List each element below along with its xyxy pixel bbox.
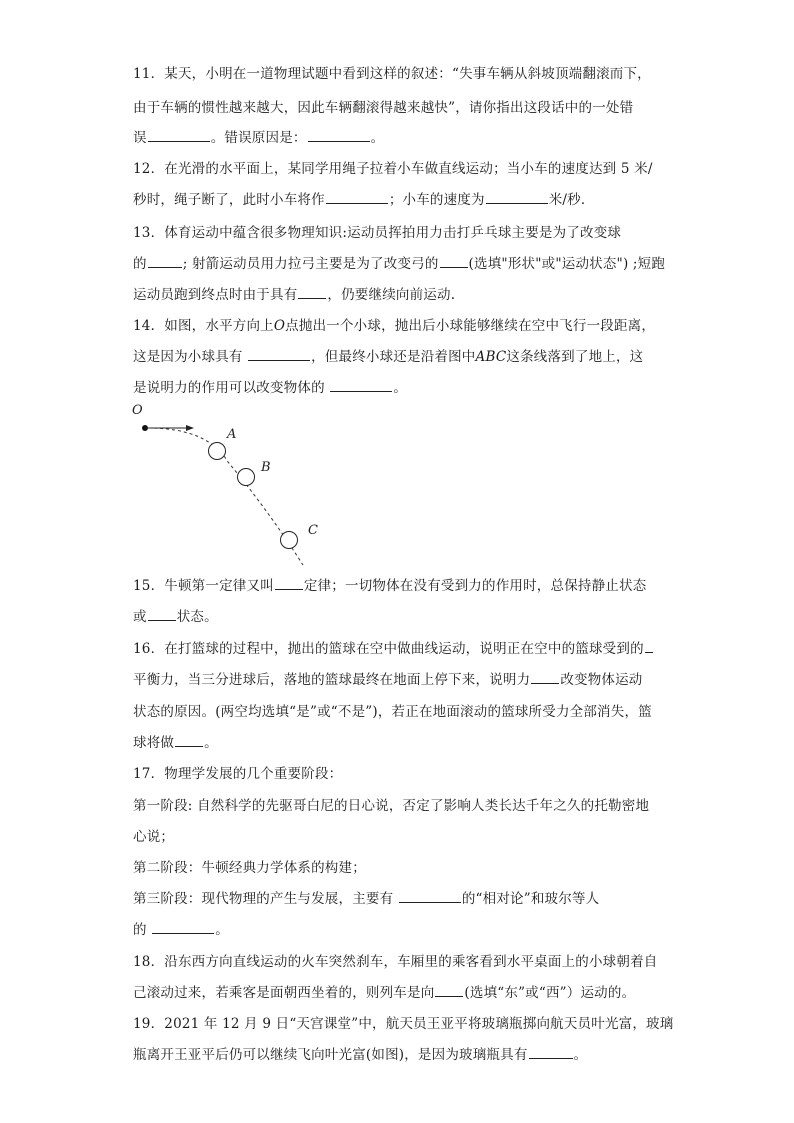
q14-blank-1[interactable] [248, 346, 310, 361]
q14-line1 [133, 314, 655, 338]
label-b: B [261, 460, 271, 475]
ball-a [209, 443, 226, 460]
q15-blank-2[interactable] [148, 606, 176, 621]
q18-line1: 18．沿东西方向直线运动的火车突然刹车，车厢里的乘客看到水平桌面上的小球朝着自 [133, 954, 658, 970]
label-c: C [308, 523, 318, 538]
q15-text: 状态。 [176, 609, 218, 625]
q11-line3 [133, 126, 384, 150]
q19-line1: 19．2021 年 12 月 9 日“天宫课堂”中，航天员王亚平将玻璃瓶掷向航天员叶光富，玻璃 [133, 1016, 674, 1032]
q16-line4 [133, 731, 218, 755]
q16-blank-3[interactable] [175, 732, 203, 747]
q18-line2 [133, 981, 635, 1005]
ball-b [238, 469, 255, 486]
q14-line3 [133, 376, 407, 400]
q17-text: 的 [133, 922, 147, 938]
q11-blank-2[interactable] [308, 127, 370, 142]
q13-text: 的 [133, 256, 147, 272]
q19-text: 。 [573, 1047, 588, 1063]
q18-text: 己滚动过来，若乘客是面朝西坐着的，则列车是向 [133, 985, 435, 1001]
q14-text: ，但最终小球还是沿着图中 [311, 349, 476, 365]
q13-line1: 13．体育运动中蕴含很多物理知识:运动员挥拍用力击打乒乓球主要是为了改变球 [133, 225, 622, 241]
q13-text: (选填"形状"或"运动状态") ;短跑 [468, 256, 666, 272]
q17-text: 第三阶段：现代物理的产生与发展，主要有 [133, 891, 394, 907]
q13-text: ，仍要继续向前运动. [327, 287, 456, 303]
q12-text: 秒时，绳子断了，此时小车将作 [133, 192, 325, 208]
q11-blank-1[interactable] [148, 127, 210, 142]
q14-text: 这是因为小球具有 [133, 349, 243, 365]
q11-line1: 11．某天，小明在一道物理试题中看到这样的叙述：“失事车辆从斜坡顶端翻滚而下， [133, 66, 651, 82]
q19-text: 瓶离开王亚平后仍可以继续飞向叶光富(如图)，是因为玻璃瓶具有 [133, 1047, 528, 1063]
projectile-diagram [128, 400, 328, 570]
q17-text: 。 [215, 922, 229, 938]
q12-text: ；小车的速度为 [388, 192, 485, 208]
q13-line3 [133, 283, 455, 307]
arrowhead-icon [186, 425, 194, 431]
q14-text: 点抛出一个小球，抛出后小球能够继续在空中飞行一段距离， [285, 318, 656, 334]
q17-line5 [133, 887, 599, 911]
q16-line1 [133, 637, 654, 661]
q16-text: 球将做 [133, 735, 175, 751]
q16-line3: 状态的原因。(两空均选填“是”或“不是”)，若正在地面滚动的篮球所受力全部消失，篮 [133, 704, 652, 720]
q11-text: 。错误原因是： [210, 130, 307, 146]
q14-text: 这条线落到了地上，这 [506, 349, 644, 365]
q13-text: ; 射箭运动员用力拉弓主要是为了改变弓的 [182, 256, 439, 272]
q16-text: 平衡力，当三分进球后，落地的篮球最终在地面上停下来，说明力 [133, 672, 531, 688]
q11-text: 。 [370, 130, 385, 146]
q14-blank-2[interactable] [330, 377, 392, 392]
q16-blank-2[interactable] [531, 669, 559, 684]
q13-blank-1[interactable] [148, 253, 182, 268]
q16-text: 16．在打篮球的过程中，抛出的篮球在空中做曲线运动，说明正在空中的篮球受到的 [133, 641, 644, 657]
q12-blank-2[interactable] [486, 189, 548, 204]
q16-line2 [133, 668, 643, 692]
q13-line2 [133, 252, 665, 276]
q16-text: 改变物体运动 [560, 672, 643, 688]
q16-text: 。 [204, 735, 218, 751]
q15-line2 [133, 605, 218, 629]
q17-blank-1[interactable] [399, 888, 461, 903]
q17-line1: 17．物理学发展的几个重要阶段： [133, 766, 343, 782]
label-o: O [132, 403, 143, 418]
q17-blank-2[interactable] [152, 919, 214, 934]
q12-line2 [133, 188, 595, 212]
q14-text: 是说明力的作用可以改变物体的 [133, 380, 325, 396]
q15-blank-1[interactable] [275, 575, 303, 590]
q17-line4: 第二阶段：牛顿经典力学体系的构建； [133, 860, 366, 876]
q15-text: 或 [133, 609, 147, 625]
q15-text: 定律；一切物体在没有受到力的作用时，总保持静止状态 [303, 578, 647, 594]
q13-blank-3[interactable] [298, 284, 326, 299]
q19-line2 [133, 1043, 587, 1067]
q18-text: (选填“东”或“西”）运动的。 [464, 985, 636, 1001]
q14-text: 。 [393, 380, 408, 396]
q13-blank-2[interactable] [440, 253, 468, 268]
q14-path-abc: ABC [475, 349, 507, 365]
q17-line6 [133, 918, 229, 942]
q12-line1: 12．在光滑的水平面上，某同学用绳子拉着小车做直线运动；当小车的速度达到 5 米/ [133, 161, 653, 177]
q12-text: 米/秒． [548, 192, 595, 208]
q14-point-o: O [273, 318, 286, 334]
q17-line3: 心说； [133, 829, 175, 845]
q14-text: 14．如图，水平方向上 [133, 318, 274, 334]
q19-blank-1[interactable] [529, 1044, 573, 1059]
q12-blank-1[interactable] [326, 189, 388, 204]
q17-text: 的“相对论”和玻尔等人 [461, 891, 600, 907]
q15-text: 15．牛顿第一定律又叫 [133, 578, 274, 594]
q13-text: 运动员跑到终点时由于具有 [133, 287, 298, 303]
q17-line2: 第一阶段: 自然科学的先驱哥白尼的日心说，否定了影响人类长达千年之久的托勒密地 [133, 798, 650, 814]
q14-line2 [133, 345, 643, 369]
ball-c [281, 532, 298, 549]
q11-text: 误 [133, 130, 147, 146]
q15-line1 [133, 574, 646, 598]
q16-blank-1[interactable] [645, 638, 653, 653]
q11-line2: 由于车辆的惯性越来越大，因此车辆翻滚得越来越快”，请你指出这段话中的一处错 [133, 100, 634, 116]
q18-blank-1[interactable] [435, 982, 463, 997]
label-a: A [227, 427, 237, 442]
